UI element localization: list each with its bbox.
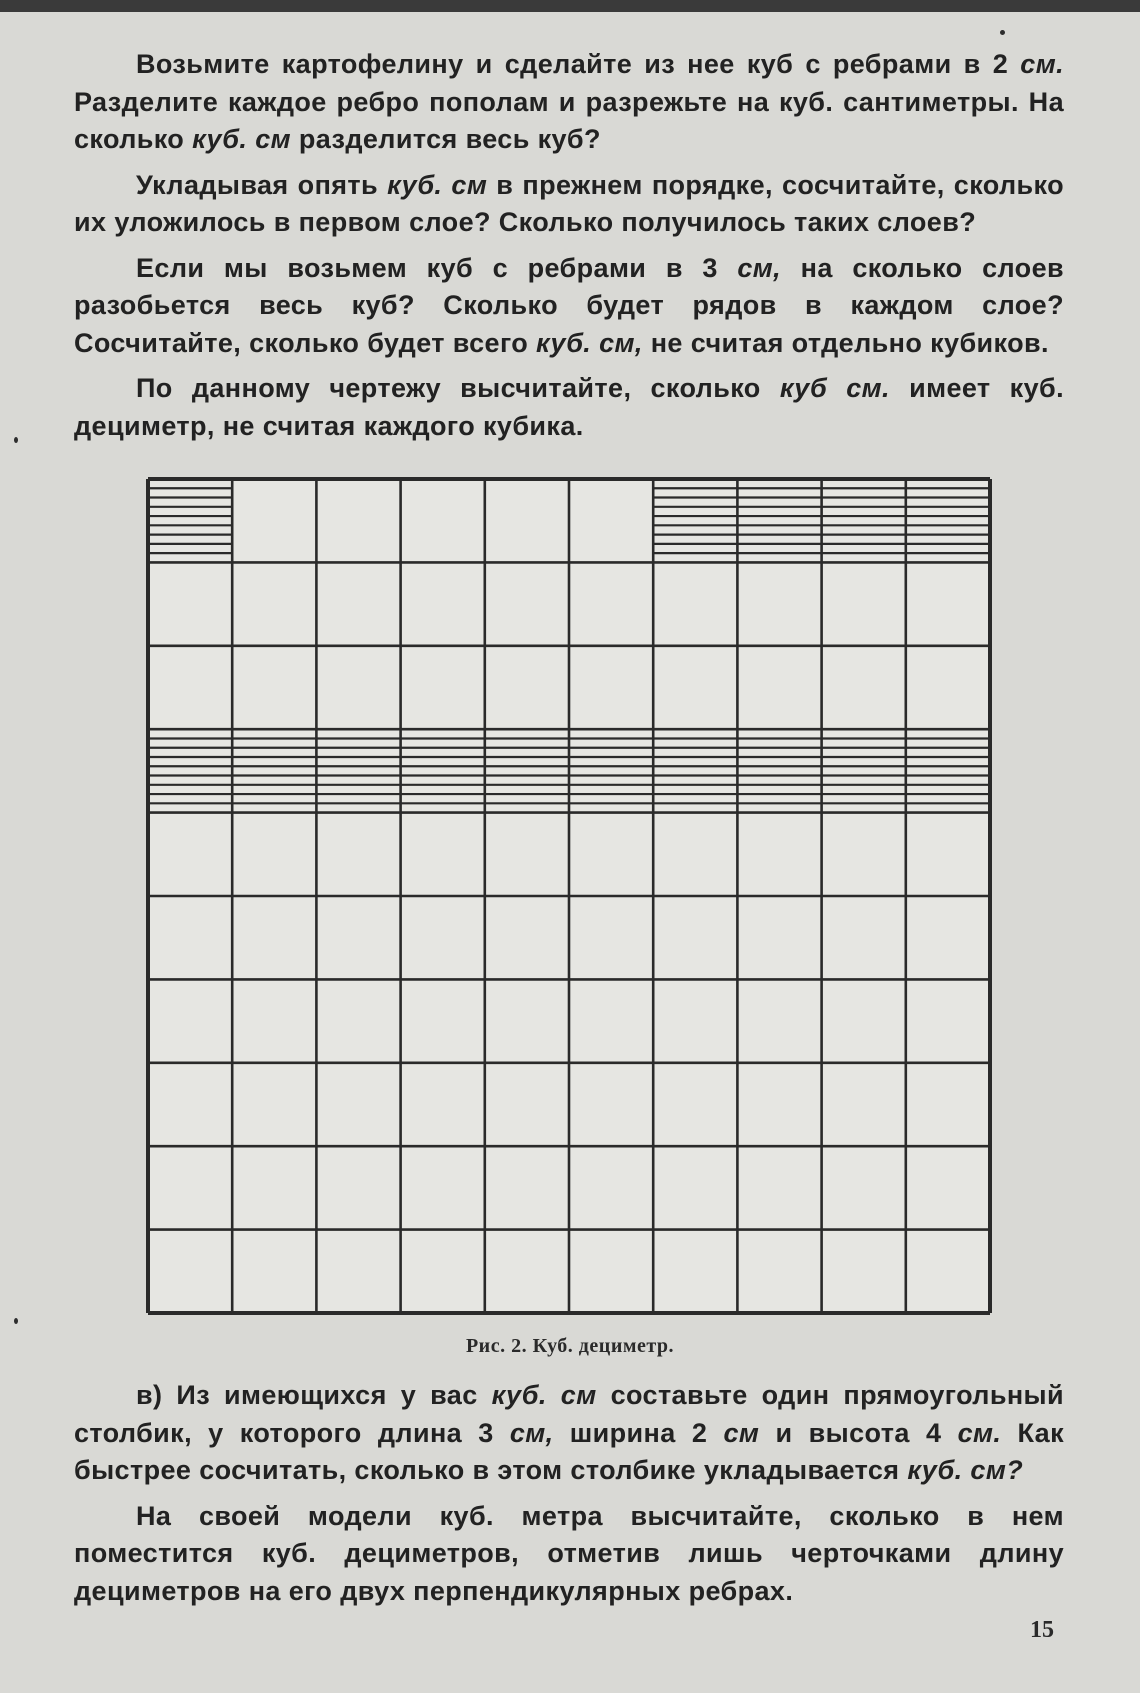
figure-caption: Рис. 2. Куб. дециметр.: [465, 1335, 675, 1357]
text-run: разделится весь куб?: [290, 124, 601, 154]
unit-italic: см,: [509, 1417, 554, 1448]
bottom-text-block: [74, 1377, 1064, 1618]
text-run: Из имеющихся у вас: [162, 1380, 492, 1410]
paragraph: [74, 1377, 1064, 1490]
unit-italic: см,: [737, 252, 782, 283]
paragraph: [74, 250, 1064, 363]
ink-spot: [1000, 30, 1005, 35]
text-run: в): [136, 1380, 163, 1410]
text-run: Возьмите картофелину и сделайте из нее куб с ребрами в 2: [136, 49, 1021, 79]
page-top-border: [0, 0, 1140, 12]
text-run: имеет куб. дециметр, не считая каждого кубика.: [74, 373, 1064, 441]
unit-italic: куб. см: [387, 169, 488, 200]
text-run: Если мы возьмем куб с ребрами в 3: [136, 252, 738, 283]
ink-spot: [14, 1318, 18, 1324]
text-run: и высота 4: [759, 1417, 958, 1448]
unit-italic: куб. см,: [536, 327, 643, 358]
top-text-block: [74, 46, 1064, 453]
decimeter-cube-grid: [144, 475, 996, 1317]
unit-italic: куб см.: [779, 373, 890, 403]
text-run: Укладывая опять: [136, 169, 388, 200]
paragraph: [74, 1498, 1064, 1611]
unit-italic: куб. см: [491, 1380, 597, 1410]
page-number: 15: [1030, 1617, 1054, 1643]
text-run: ширина 2: [553, 1417, 724, 1448]
text-run: на сколько слоев разобьется весь куб? Сколько будет рядов в каждом слое? Сосчитайте, сколько будет всего: [74, 252, 1064, 358]
text-run: Как быстрее сосчитать, сколько в этом столбике укладывается: [74, 1417, 1064, 1485]
text-run: По данному чертежу высчитайте, сколько: [136, 373, 780, 403]
text-run: составьте один прямоугольный столбик, у которого длина 3: [74, 1380, 1064, 1448]
text-run: не считая отдельно кубиков.: [642, 327, 1049, 358]
unit-italic: см.: [957, 1417, 1002, 1448]
text-run: в прежнем порядке, сосчитайте, сколько их уложилось в первом слое? Сколько получилось таких слоев?: [74, 169, 1064, 237]
text-run: Разделите каждое ребро пополам и разрежьте на куб. сантиметры. На сколько: [74, 86, 1064, 154]
unit-italic: см.: [1020, 49, 1064, 79]
paragraph: [74, 46, 1064, 159]
paragraph: [74, 167, 1064, 242]
text-run: На своей модели куб. метра высчитайте, сколько в нем поместится куб. дециметров, отметив лишь черточками длину дециметров на его двух перпендикулярных ребрах.: [74, 1500, 1064, 1606]
paragraph: [74, 370, 1064, 445]
ink-spot: [14, 437, 18, 443]
unit-italic: см: [723, 1417, 760, 1448]
unit-italic: куб. см?: [907, 1455, 1024, 1485]
unit-italic: куб. см: [192, 124, 291, 154]
